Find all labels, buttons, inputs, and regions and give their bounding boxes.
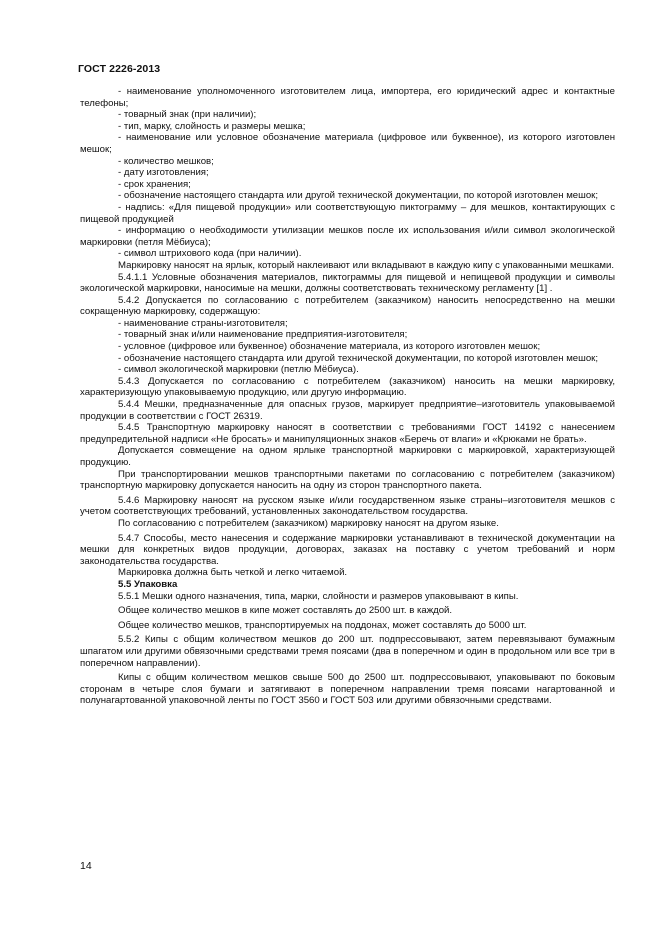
paragraph: 5.4.2 Допускается по согласованию с потребителем (заказчиком) наносить непосредственно на мешки сокращенную маркировку, содержащую: (80, 294, 615, 318)
paragraph: 5.4.5 Транспортную маркировку наносят в соответствии с требованиями ГОСТ 14192 с нанесением предупредительной надписи «Не бросать» и манипуляционных знаков «Беречь от влаги» и «Крюками не брать». (80, 422, 615, 445)
paragraph: - информацию о необходимости утилизации мешков после их использования и/или символ экологической маркировки (петля Мёбиуса); (80, 225, 615, 248)
section-heading: 5.5 Упаковка (118, 578, 178, 590)
paragraph: - тип, марку, слойность и размеры мешка; (118, 120, 306, 132)
paragraph: - символ штрихового кода (при наличии). (118, 248, 302, 260)
paragraph: 5.4.6 Маркировку наносят на русском языке и/или государственном языке страны–изготовителя мешков с учетом соответствующих требований, установленных законодательством государства. (80, 494, 615, 518)
paragraph: 5.4.7 Способы, место нанесения и содержание маркировки устанавливают в технической документации на мешки для конкретных видов продукции, договорах, заказах на поставку с учетом требований и норм законодательства государства. (80, 532, 615, 567)
paragraph: - символ экологической маркировки (петлю Мёбиуса). (118, 364, 359, 376)
paragraph: - срок хранения; (118, 178, 191, 190)
paragraph: Допускается совмещение на одном ярлыке транспортной маркировки с маркировкой, характеризующей продукцию. (80, 445, 615, 468)
paragraph: Маркировка должна быть четкой и легко читаемой. (118, 567, 348, 579)
paragraph: 5.5.1 Мешки одного назначения, типа, марки, слойности и размеров упаковывают в кипы. (118, 590, 519, 602)
document-body (80, 86, 615, 707)
paragraph: Маркировку наносят на ярлык, который наклеивают или вкладывают в каждую кипу с упакованными мешками. (118, 259, 615, 271)
paragraph: - количество мешков; (118, 155, 214, 167)
paragraph: При транспортировании мешков транспортными пакетами по согласованию с потребителем (заказчиком) транспортную маркировку допускается наносить на одну из сторон транспортного пакета. (80, 468, 615, 492)
paragraph: - обозначение настоящего стандарта или другой технической документации, по которой изготовлен мешок; (118, 352, 599, 364)
paragraph: - товарный знак (при наличии); (118, 109, 257, 121)
paragraph: - наименование уполномоченного изготовителем лица, импортера, его юридический адрес и контактные телефоны; (80, 86, 615, 109)
paragraph: Общее количество мешков, транспортируемых на поддонах, может составлять до 5000 шт. (118, 619, 527, 631)
paragraph: - обозначение настоящего стандарта или другой технической документации, по которой изготовлен мешок; (118, 190, 599, 202)
paragraph: - наименование страны-изготовителя; (118, 317, 288, 329)
paragraph: 5.4.1.1 Условные обозначения материалов, пиктограммы для пищевой и непищевой продукции и символы экологической маркировки, наносимые на мешки, должны соответствовать техническому регламенту [1] . (80, 271, 615, 295)
paragraph: 5.4.3 Допускается по согласованию с потребителем (заказчиком) наносить на мешки маркировку, характеризующую упаковываемую продукцию, или другую информацию. (80, 375, 615, 399)
document-header: ГОСТ 2226-2013 (78, 63, 161, 75)
paragraph: - наименование или условное обозначение материала (цифровое или буквенное), из которого изготовлен мешок; (80, 132, 615, 155)
paragraph: Общее количество мешков в кипе может составлять до 2500 шт. в каждой. (118, 605, 453, 617)
paragraph: 5.5.2 Кипы с общим количеством мешков до 200 шт. подпрессовывают, затем перевязывают бумажным шпагатом или другими обвязочными средствами тремя поясами (два в поперечном и один в продольном или все три в поперечном направлении). (80, 634, 615, 669)
paragraph: - дату изготовления; (118, 167, 209, 179)
paragraph: По согласованию с потребителем (заказчиком) маркировку наносят на другом языке. (118, 517, 499, 529)
paragraph: - товарный знак и/или наименование предприятия-изготовителя; (118, 329, 408, 341)
paragraph: - условное (цифровое или буквенное) обозначение материала, из которого изготовлен мешок; (118, 341, 541, 353)
paragraph: Кипы с общим количеством мешков свыше 500 до 2500 шт. подпрессовывают, упаковывают по боковым сторонам в четыре слоя бумаги и затягивают в поперечном направлении тремя поясами нагартованной и полунагартованной упаковочной ленты по ГОСТ 3560 и ГОСТ 503 или другими обвязочными средствами. (80, 672, 615, 707)
page-number: 14 (80, 860, 92, 872)
paragraph: - надпись: «Для пищевой продукции» или соответствующую пиктограмму – для мешков, контактирующих с пищевой продукцией (80, 201, 615, 225)
paragraph: 5.4.4 Мешки, предназначенные для опасных грузов, маркирует предприятие–изготовитель упаковываемой продукции в соответствии с ГОСТ 26319. (80, 399, 615, 422)
